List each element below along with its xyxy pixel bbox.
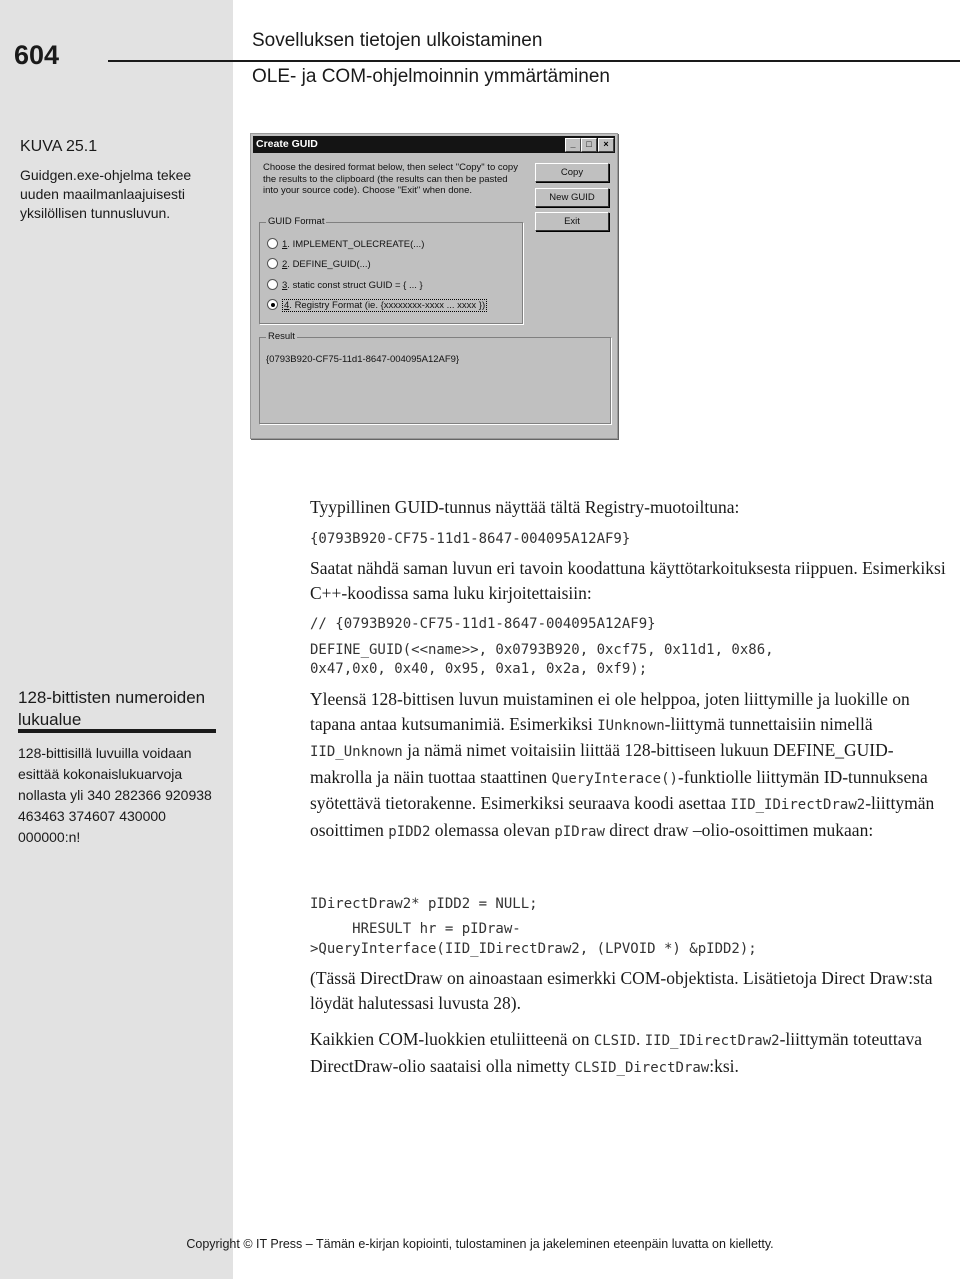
figure-label: KUVA 25.1 bbox=[20, 138, 98, 155]
code-hresult-line: HRESULT hr = pIDraw- bbox=[310, 921, 521, 937]
inline-code: pIDD2 bbox=[388, 823, 431, 840]
inline-code: IUnknown bbox=[597, 717, 665, 734]
text-run: -liittymä tunnettaisiin nimellä bbox=[664, 713, 873, 734]
paragraph-names bbox=[310, 687, 950, 844]
format-option-label: . DEFINE_GUID(...) bbox=[287, 259, 371, 270]
inline-code: IID_IDirectDraw2 bbox=[644, 1033, 780, 1049]
format-option-number: 3 bbox=[282, 280, 288, 291]
format-option-3[interactable] bbox=[267, 279, 423, 292]
new-guid-button[interactable] bbox=[535, 188, 609, 207]
paragraph-directdraw-note: (Tässä DirectDraw on ainoastaan esimerkki COM-objektista. Lisätietoja Direct Draw:sta löydät halutessasi luvusta 28). bbox=[310, 968, 933, 1013]
text-run: direct draw –olio-osoittimen mukaan: bbox=[604, 819, 874, 840]
copyright-footer: Copyright © IT Press – Tämän e-kirjan kopiointi, tulostaminen ja jakeleminen eteenpäin luvatta on kielletty. bbox=[186, 1237, 774, 1251]
code-define-guid-line: DEFINE_GUID(<<name>>, 0x0793B920, 0xcf75, 0x11d1, 0x86, bbox=[310, 642, 774, 658]
format-option-2[interactable] bbox=[267, 258, 371, 271]
inline-code: QueryInterace() bbox=[551, 770, 678, 787]
text-run: . bbox=[635, 1029, 645, 1049]
paragraph-registry-intro: Tyypillinen GUID-tunnus näyttää tältä Registry-muotoiltuna: bbox=[310, 497, 740, 517]
text-run: -liittymän toteuttava DirectDraw-olio saataisi olla nimetty bbox=[310, 1029, 922, 1076]
exit-button-label: Exit bbox=[564, 216, 580, 227]
minimize-button[interactable]: _ bbox=[565, 138, 581, 152]
dialog-title-bar bbox=[253, 136, 615, 153]
format-option-focus bbox=[282, 299, 487, 312]
result-label: Result bbox=[268, 331, 295, 342]
inline-code: pIDraw bbox=[554, 823, 605, 840]
paragraph-clsid bbox=[310, 1027, 950, 1080]
maximize-button[interactable]: □ bbox=[581, 138, 597, 152]
text-run: Yleensä 128-bittisen luvun muistaminen ei ole helppoa, joten liittymille ja luokille on tapana antaa kutsumanimiä. Esimerkiksi bbox=[310, 689, 910, 734]
create-guid-dialog bbox=[250, 133, 618, 439]
exit-button[interactable] bbox=[535, 212, 609, 231]
inline-code: CLSID_DirectDraw bbox=[574, 1059, 710, 1076]
format-option-label: . Registry Format (ie. {xxxxxxxx-xxxx ... xxxx }) bbox=[289, 300, 486, 311]
code-comment-line: // {0793B920-CF75-11d1-8647-004095A12AF9} bbox=[310, 616, 656, 632]
close-button[interactable]: × bbox=[598, 138, 614, 152]
format-option-number: 1 bbox=[282, 239, 288, 250]
inline-code: IID_IDirectDraw2 bbox=[730, 797, 866, 813]
text-run: Kaikkien COM-luokkien etuliitteenä on bbox=[310, 1029, 594, 1049]
figure-caption: Guidgen.exe-ohjelma tekee uuden maailmanlaajuisesti yksilöllisen tunnusluvun. bbox=[20, 167, 192, 221]
radio-selected-icon[interactable] bbox=[267, 299, 278, 310]
sidebar-text: 128-bittisillä luvuilla voidaan esittää kokonaislukuarvoja nollasta yli 340 282366 920938 463463 374607 430000 000000:n! bbox=[18, 745, 212, 845]
format-option-number: 2 bbox=[282, 259, 288, 270]
text-run: :ksi. bbox=[709, 1055, 739, 1076]
radio-button-icon[interactable] bbox=[267, 279, 278, 290]
guid-format-label: GUID Format bbox=[268, 216, 325, 227]
radio-button-icon[interactable] bbox=[267, 258, 278, 269]
inline-code: CLSID bbox=[593, 1033, 636, 1049]
radio-button-icon[interactable] bbox=[267, 238, 278, 249]
format-option-number: 4 bbox=[284, 300, 290, 311]
inline-code: IID_Unknown bbox=[310, 744, 403, 760]
text-run: -funktiolle liittymän ID-tunnuksena syötettävä tietorakenne. Esimerkiksi seuraava koodi asettaa bbox=[310, 766, 928, 813]
copy-button[interactable] bbox=[535, 163, 609, 182]
result-guid: {0793B920-CF75-11d1-8647-004095A12AF9} bbox=[266, 354, 460, 365]
copy-button-label: Copy bbox=[560, 167, 584, 178]
code-guid-registry: {0793B920-CF75-11d1-8647-004095A12AF9} bbox=[310, 531, 631, 547]
code-queryinterface-line: >QueryInterface(IID_IDirectDraw2, (LPVOID *) &pIDD2); bbox=[310, 941, 757, 957]
dialog-instructions: Choose the desired format below, then select "Copy" to copy the results to the clipboard (the results can then be pasted into your source code). Choose "Exit" when done. bbox=[263, 162, 518, 196]
dialog-title: Create GUID bbox=[256, 138, 318, 150]
sidebar-rule bbox=[18, 729, 216, 733]
header-rule bbox=[108, 60, 960, 62]
new-guid-button-label: New GUID bbox=[549, 192, 595, 203]
code-define-guid-cont: 0x47,0x0, 0x40, 0x95, 0xa1, 0x2a, 0xf9); bbox=[310, 661, 648, 677]
format-option-label: . IMPLEMENT_OLECREATE(...) bbox=[287, 239, 425, 250]
format-option-4[interactable] bbox=[267, 299, 487, 312]
text-run: olemassa olevan bbox=[430, 819, 555, 840]
running-title-section: OLE- ja COM-ohjelmoinnin ymmärtäminen bbox=[252, 66, 610, 87]
result-group bbox=[259, 331, 611, 424]
format-option-label: . static const struct GUID = { ... } bbox=[287, 280, 423, 291]
text-run: ja nämä nimet voitaisiin liittää 128-bittiseen lukuun DEFINE_GUID-makrolla ja näin tuottaa staattinen bbox=[310, 740, 894, 787]
paragraph-cpp-intro: Saatat nähdä saman luvun eri tavoin koodattuna käyttötarkoituksesta riippuen. Esimerkiksi C++-koodissa sama luku kirjoitettaisiin: bbox=[310, 558, 946, 603]
running-title-chapter: Sovelluksen tietojen ulkoistaminen bbox=[252, 30, 543, 51]
text-run: -liittymän osoittimen bbox=[310, 793, 935, 840]
format-option-1[interactable] bbox=[267, 238, 424, 251]
sidebar-heading: 128-bittisten numeroiden lukualue bbox=[18, 688, 206, 729]
code-idirectdraw-decl: IDirectDraw2* pIDD2 = NULL; bbox=[310, 896, 538, 912]
page-number: 604 bbox=[14, 40, 60, 70]
